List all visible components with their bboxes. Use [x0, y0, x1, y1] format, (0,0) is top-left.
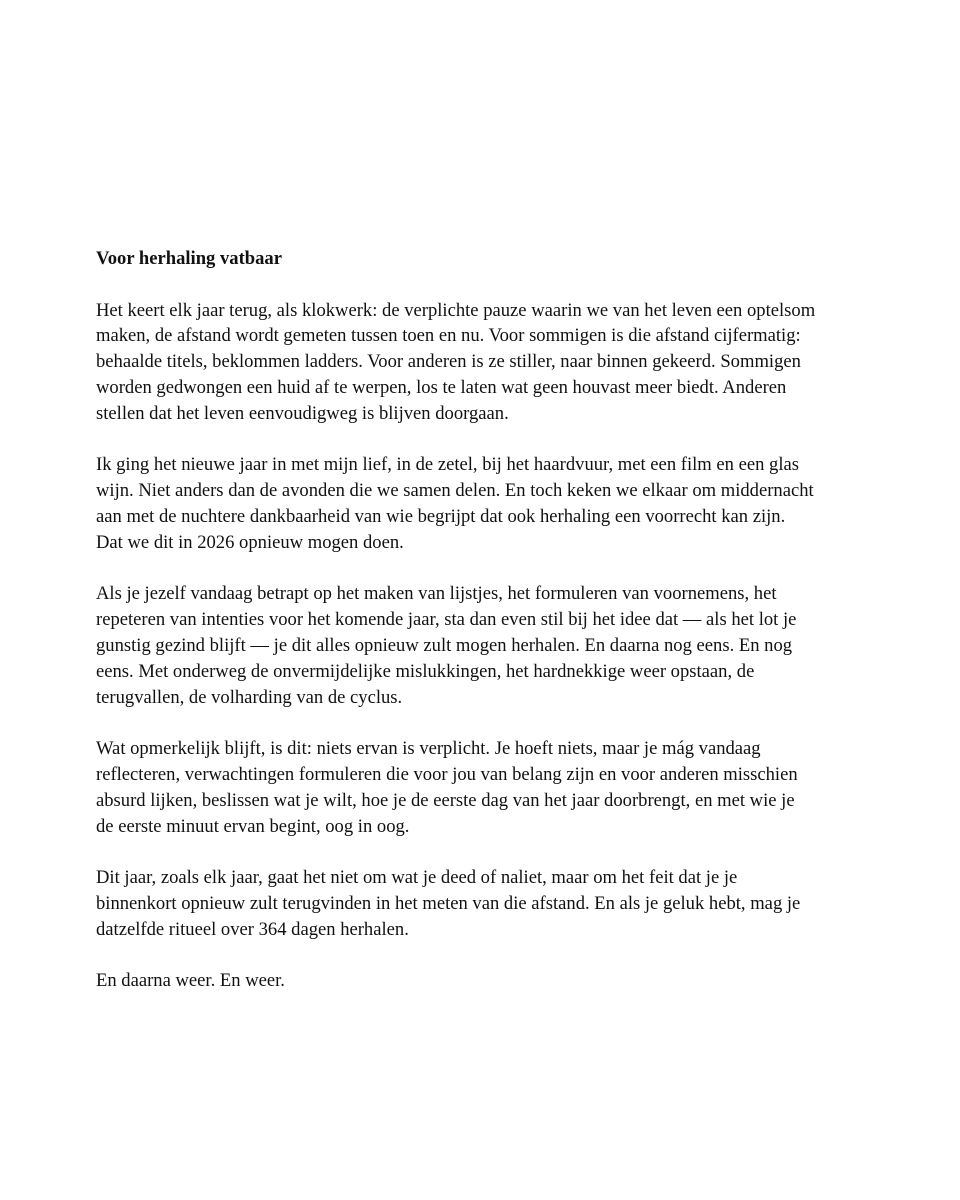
document-title: Voor herhaling vatbaar — [96, 248, 282, 269]
paragraph-4: Wat opmerkelijk blijft, is dit: niets ervan is verplicht. Je hoeft niets, maar je mág vandaag reflecteren, verwachtingen formuleren die voor jou van belang zijn en voor anderen misschien absurd lijken, beslissen wat je wilt, hoe je de eerste dag van het jaar doorbrengt, en met wie je de eerste minuut ervan begint, oog in oog. — [96, 738, 798, 837]
paragraph-5: Dit jaar, zoals elk jaar, gaat het niet om wat je deed of naliet, maar om het feit dat je je binnenkort opnieuw zult terugvinden in het meten van die afstand. En als je geluk hebt, mag je datzelfde ritueel over 364 dagen herhalen. — [96, 867, 801, 940]
paragraph-2: Ik ging het nieuwe jaar in met mijn lief, in de zetel, bij het haardvuur, met een film en een glas wijn. Niet anders dan de avonden die we samen delen. En toch keken we elkaar om middernacht aan met de nuchtere dankbaarheid van wie begrijpt dat ook herhaling een voorrecht kan zijn. Dat we dit in 2026 opnieuw mogen doen. — [96, 454, 814, 553]
paragraph-6: En daarna weer. En weer. — [96, 970, 285, 992]
document-page — [96, 246, 816, 994]
paragraph-1: Het keert elk jaar terug, als klokwerk: de verplichte pauze waarin we van het leven een optelsom maken, de afstand wordt gemeten tussen toen en nu. Voor sommigen is die afstand cijfermatig: behaalde titels, beklommen ladders. Voor anderen is ze stiller, naar binnen gekeerd. Sommigen worden gedwongen een huid af te werpen, los te laten wat geen houvast meer biedt. Anderen stellen dat het leven eenvoudigweg is blijven doorgaan. — [96, 299, 816, 424]
paragraph-3: Als je jezelf vandaag betrapt op het maken van lijstjes, het formuleren van voornemens, het repeteren van intenties voor het komende jaar, sta dan even stil bij het idee dat — als het lot je gunstig gezind blijft — je dit alles opnieuw zult mogen herhalen. En daarna nog eens. En nog eens. Met onderweg de onvermijdelijke mislukkingen, het hardnekkige weer opstaan, de terugvallen, de volharding van de cyclus. — [96, 583, 797, 708]
